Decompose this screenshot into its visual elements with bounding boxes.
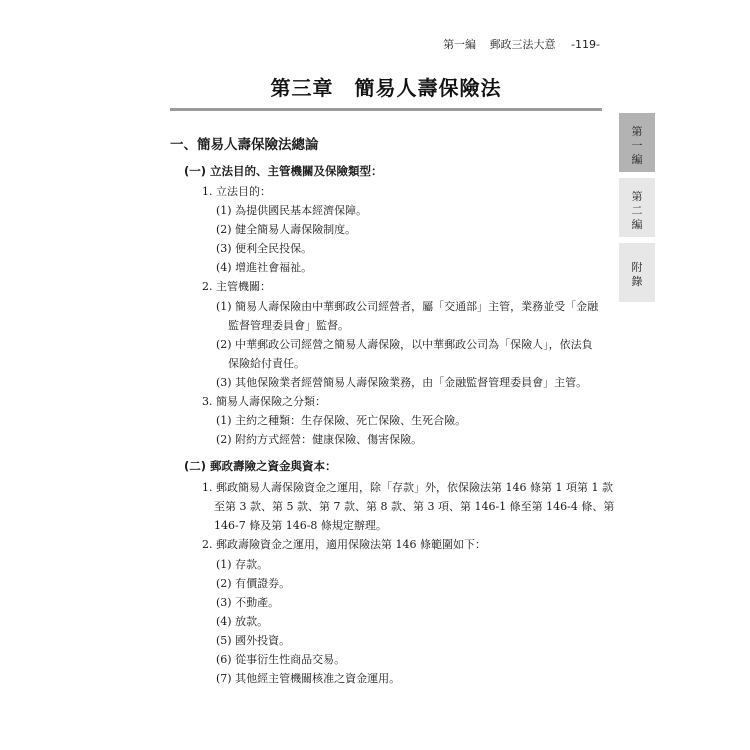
chapter-title: 第三章 簡易人壽保險法 — [270, 76, 502, 100]
tab-appendix-label: 附錄 — [631, 261, 643, 288]
list-item: 2. 主管機關： — [202, 280, 271, 293]
section-tabs — [619, 113, 655, 308]
list-item-continuation: 監督管理委員會」監督。 — [228, 319, 349, 332]
header-part: 第一編 — [443, 38, 477, 51]
list-item: 1. 郵政簡易人壽保險資金之運用，除「存款」外，依保險法第 146 條第 1 項第 1 款 — [202, 481, 613, 494]
list-item: 3. 簡易人壽保險之分類： — [202, 395, 326, 408]
list-item: (1) 存款。 — [216, 558, 269, 571]
page-number: -119- — [571, 38, 600, 51]
list-item: (1) 主約之種類：生存保險、死亡保險、生死合險。 — [216, 414, 467, 427]
list-item: (4) 放款。 — [216, 615, 269, 628]
list-item: (3) 不動產。 — [216, 596, 280, 609]
list-item: (5) 國外投資。 — [216, 634, 291, 647]
title-rule — [170, 108, 602, 111]
tab-part-two-label: 第二編 — [631, 190, 643, 231]
list-item: (2) 健全簡易人壽保險制度。 — [216, 223, 357, 236]
list-item-continuation: 146-7 條及第 146-8 條規定辦理。 — [214, 519, 387, 532]
tab-part-one-label: 第一編 — [631, 125, 643, 166]
list-item: (7) 其他經主管機關核准之資金運用。 — [216, 672, 401, 685]
tab-part-two[interactable] — [619, 178, 655, 237]
list-item-continuation: 至第 3 款、第 5 款、第 7 款、第 8 款、第 3 項、第 146-1 條至第 146-4 條、第 — [214, 500, 615, 513]
running-header — [433, 36, 600, 52]
list-item: (2) 中華郵政公司經營之簡易人壽保險，以中華郵政公司為「保險人」，依法負 — [216, 338, 593, 351]
list-item: (3) 便利全民投保。 — [216, 242, 313, 255]
list-item: (1) 為提供國民基本經濟保障。 — [216, 204, 368, 217]
list-item: 2. 郵政壽險資金之運用，適用保險法第 146 條範圍如下： — [202, 538, 486, 551]
list-item: (3) 其他保險業者經營簡易人壽保險業務，由「金融監督管理委員會」主管。 — [216, 376, 588, 389]
tab-appendix[interactable] — [619, 243, 655, 302]
list-item: 1. 立法目的： — [202, 185, 271, 198]
subsection-heading: (二) 郵政壽險之資金與資本： — [184, 459, 337, 473]
list-item: (6) 從事衍生性商品交易。 — [216, 653, 346, 666]
list-item: (1) 簡易人壽保險由中華郵政公司經營者，屬「交通部」主管，業務並受「金融 — [216, 300, 599, 313]
list-item: (2) 有價證券。 — [216, 577, 291, 590]
section-heading: 一、簡易人壽保險法總論 — [170, 137, 319, 153]
list-item-continuation: 保險給付責任。 — [228, 357, 305, 370]
header-title: 郵政三法大意 — [489, 38, 556, 51]
tab-part-one[interactable] — [619, 113, 655, 172]
list-item: (2) 附約方式經營：健康保險、傷害保險。 — [216, 433, 423, 446]
subsection-heading: (一) 立法目的、主管機關及保險類型： — [184, 164, 383, 178]
list-item: (4) 增進社會福祉。 — [216, 261, 313, 274]
